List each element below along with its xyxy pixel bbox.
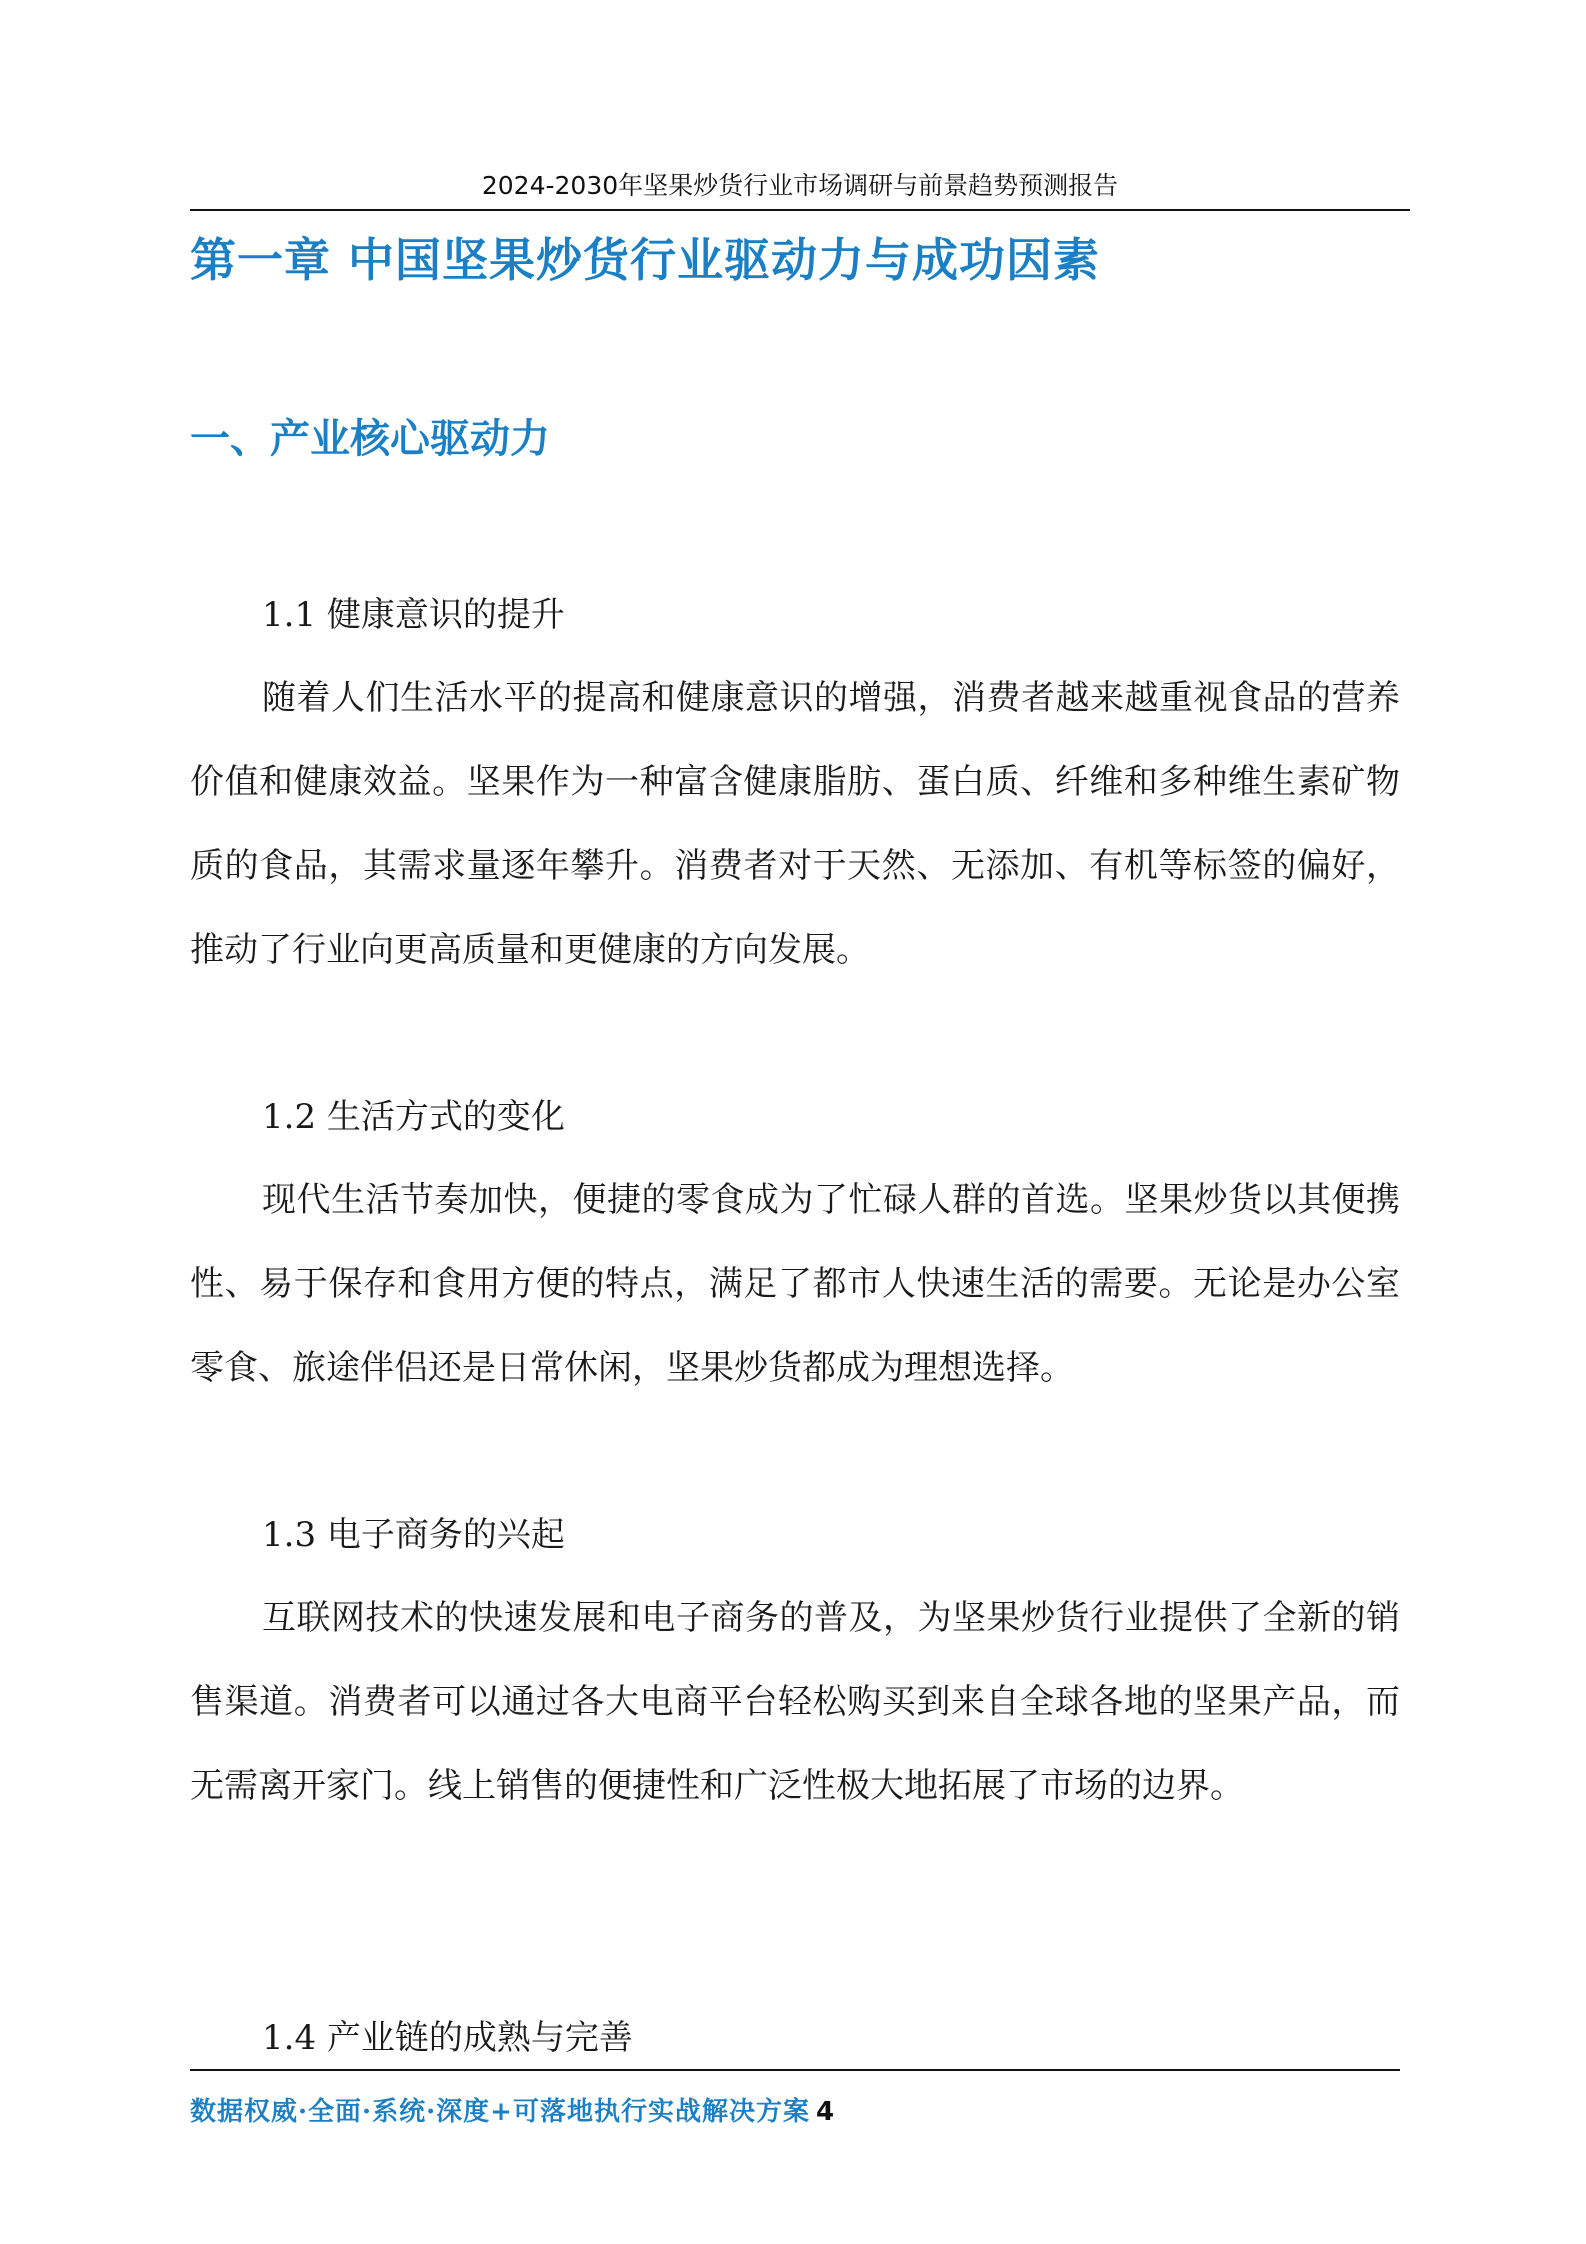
page-number: 4 [815,2097,836,2127]
subsection-heading-1-3: 1.3 电子商务的兴起 [262,1515,565,1555]
page-footer [190,2091,835,2128]
header-divider [190,209,1410,211]
paragraph-1-3: 互联网技术的快速发展和电子商务的普及，为坚果炒货行业提供了全新的销售渠道。消费者可以通过各大电商平台轻松购买到来自全球各地的坚果产品，而无需离开家门。线上销售的便捷性和广泛性极大地拓展了市场的边界。 [190,1598,1400,1806]
section-title: 一、产业核心驱动力 [190,416,550,462]
paragraph-1-1: 随着人们生活水平的提高和健康意识的增强，消费者越来越重视食品的营养价值和健康效益。坚果作为一种富含健康脂肪、蛋白质、纤维和多种维生素矿物质的食品，其需求量逐年攀升。消费者对于天然、无添加、有机等标签的偏好，推动了行业向更高质量和更健康的方向发展。 [190,678,1400,970]
subsection-heading-1-1: 1.1 健康意识的提升 [262,595,565,635]
footer-slogan: 数据权威·全面·系统·深度+可落地执行实战解决方案 [190,2097,810,2127]
subsection-heading-1-4: 1.4 产业链的成熟与完善 [262,2018,633,2058]
footer-divider [190,2069,1400,2071]
subsection-heading-1-2: 1.2 生活方式的变化 [262,1097,565,1137]
paragraph-1-2: 现代生活节奏加快，便捷的零食成为了忙碌人群的首选。坚果炒货以其便携性、易于保存和食用方便的特点，满足了都市人快速生活的需要。无论是办公室零食、旅途伴侣还是日常休闲，坚果炒货都成为理想选择。 [190,1180,1400,1388]
running-header: 2024-2030年坚果炒货行业市场调研与前景趋势预测报告 [481,171,1119,200]
chapter-title: 第一章 中国坚果炒货行业驱动力与成功因素 [190,233,1101,287]
